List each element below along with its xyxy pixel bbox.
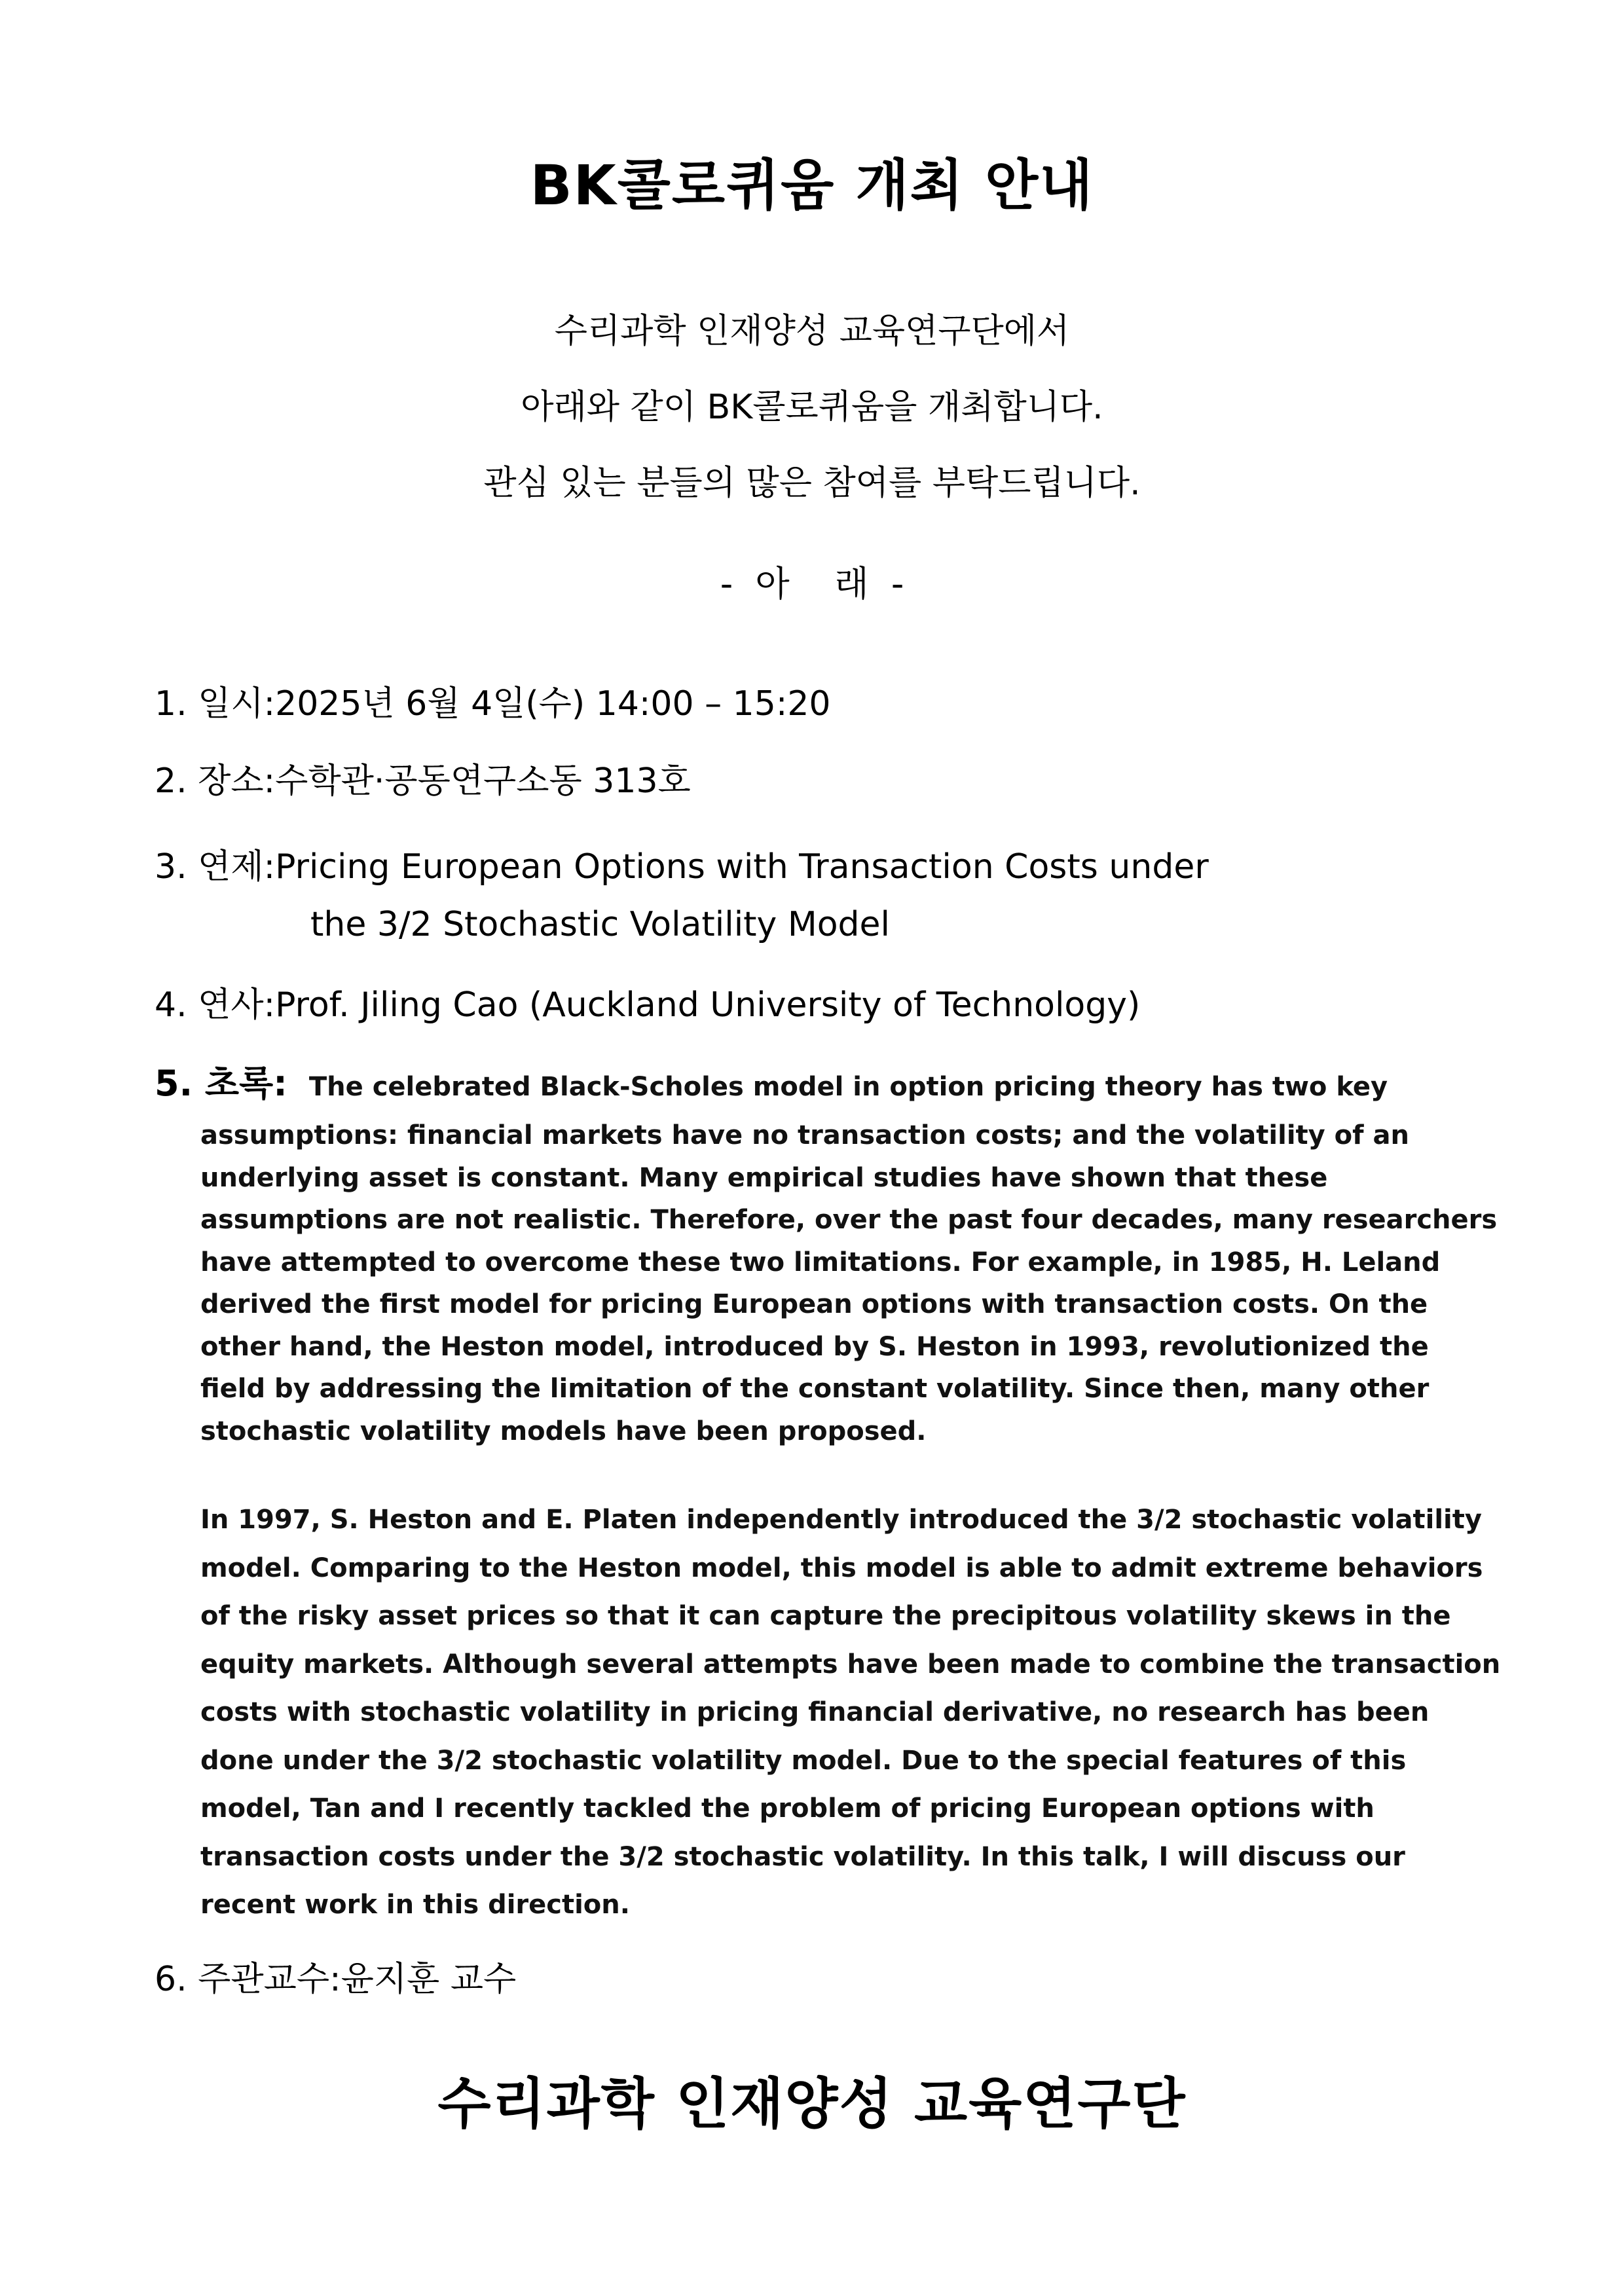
page-title: BK콜로퀴움 개최 안내 [530,153,1094,217]
intro-text [0,293,1624,521]
abstract-paragraph-2 [200,1496,1510,1930]
item-host-label: 6. 주관교수: [155,1960,341,1999]
item-topic-label: 3. 연제: [155,847,276,887]
abstract-line: underlying asset is constant. Many empirical studies have shown that these [200,1162,1328,1193]
item-topic-title-1: Pricing European Options with Transaction Costs under [275,847,1209,887]
item-topic-line1 [155,838,1209,896]
item-speaker [155,982,1140,1028]
abstract-line: recent work in this direction. [200,1890,630,1920]
abstract-line: of the risky asset prices so that it can capture the precipitous volatility skews in the [200,1601,1451,1631]
abstract-line: other hand, the Heston model, introduced by S. Heston in 1993, revolutionized the [200,1331,1429,1362]
abstract-line: have attempted to overcome these two limitations. For example, in 1985, H. Leland [200,1247,1441,1277]
item-topic-title-2: the 3/2 Stochastic Volatility Model [310,905,890,944]
item-date [155,681,831,727]
abstract-line: derived the first model for pricing European options with transaction costs. On the [200,1289,1428,1319]
abstract-line: model, Tan and I recently tackled the problem of pricing European options with [200,1793,1375,1824]
item-place-label: 2. 장소: [155,762,276,801]
item-date-label: 1. 일시: [155,684,276,724]
item-date-value: 2025년 6월 4일(수) 14:00 – 15:20 [275,684,831,724]
item-place [155,758,691,804]
abstract-line: equity markets. Although several attempts have been made to combine the transaction [200,1649,1501,1680]
abstract-line: assumptions: financial markets have no transaction costs; and the volatility of an [200,1120,1409,1150]
abstract-line: field by addressing the limitation of the constant volatility. Since then, many other [200,1374,1430,1404]
intro-line-2: 아래와 같이 BK콜로퀴움을 개최합니다. [521,388,1103,427]
abstract-paragraph-1 [200,1114,1510,1452]
item-speaker-value: Prof. Jiling Cao (Auckland University of Technology) [275,985,1141,1025]
item-topic [155,838,1209,953]
abstract-line: costs with stochastic volatility in pricing financial derivative, no research has been [200,1697,1430,1727]
abstract-line: stochastic volatility models have been proposed. [200,1416,927,1446]
organization-footer: 수리과학 인재양성 교육연구단 [437,2072,1187,2136]
item-speaker-label: 4. 연사: [155,985,276,1025]
abstract-line: In 1997, S. Heston and E. Platen independently introduced the 3/2 stochastic volatility [200,1505,1482,1535]
item-abstract-label: 5. 초록: [155,1063,287,1104]
intro-line-1: 수리과학 인재양성 교육연구단에서 [554,312,1070,351]
abstract-line: transaction costs under the 3/2 stochastic volatility. In this talk, I will discuss our [200,1841,1405,1872]
item-host-value: 윤지훈 교수 [341,1960,517,1999]
item-place-value: 수학관·공동연구소동 313호 [275,762,691,801]
abstract-line: done under the 3/2 stochastic volatility model. Due to the special features of this [200,1745,1407,1776]
item-abstract-head [155,1061,1388,1110]
intro-line-3: 관심 있는 분들의 많은 참여를 부탁드립니다. [483,464,1141,503]
item-host [155,1956,516,2002]
section-divider-heading: - 아 래 - [720,563,904,604]
abstract-line: assumptions are not realistic. Therefore, over the past four decades, many researchers [200,1205,1498,1235]
abstract-line: model. Comparing to the Heston model, this model is able to admit extreme behaviors [200,1552,1483,1583]
abstract-first-line: The celebrated Black-Scholes model in option pricing theory has two key [308,1072,1388,1102]
